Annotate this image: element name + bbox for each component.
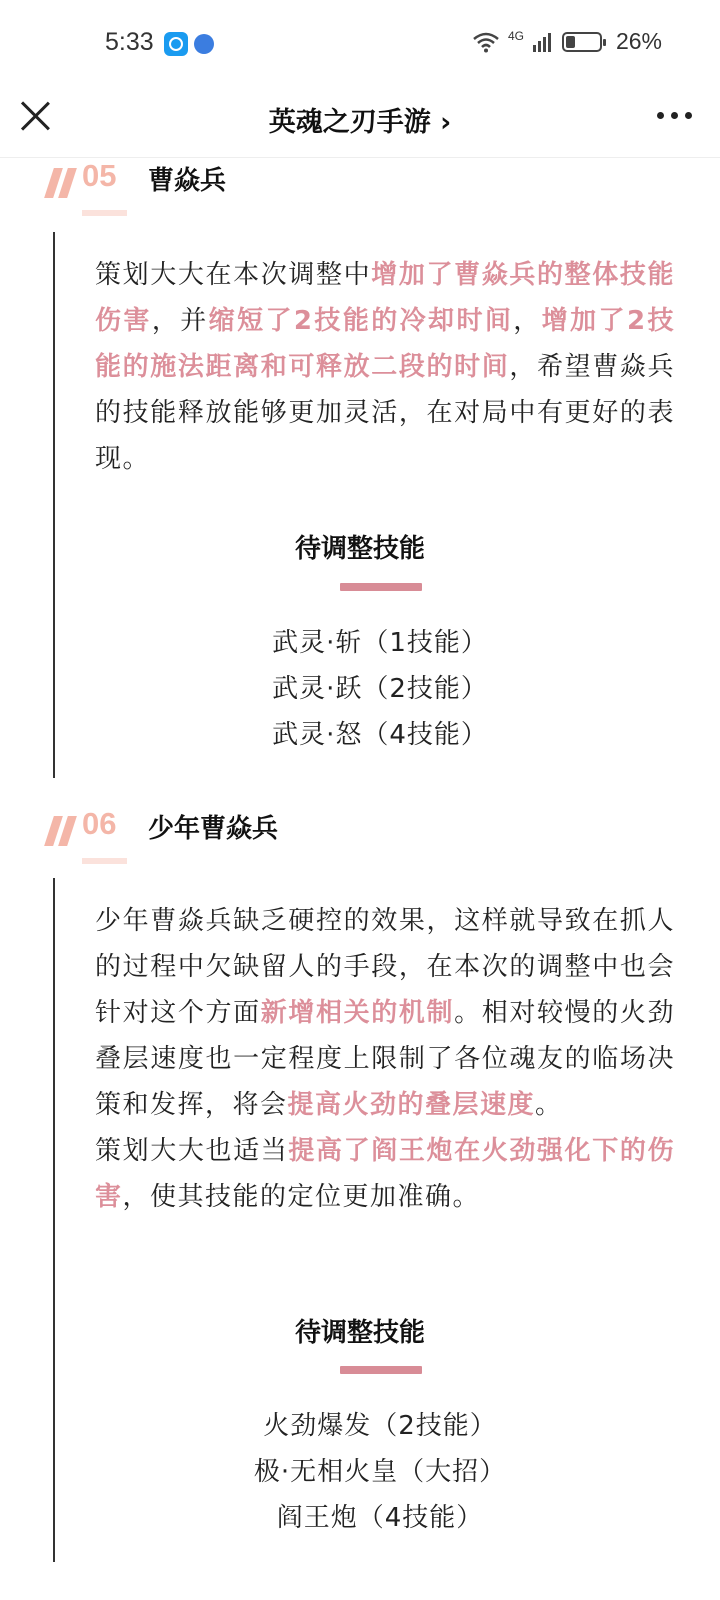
more-options-icon[interactable] (657, 112, 692, 119)
wifi-icon (472, 31, 500, 53)
body-text: 。相对较慢的火劲叠层速度也一定程度上限制了各位魂友的临场决策和发挥，将会 (95, 998, 675, 1120)
search-app-icon (164, 32, 188, 56)
body-text: 。 (535, 1090, 563, 1120)
skill-item: 极·无相火皇（大招） (253, 1457, 507, 1487)
status-indicators (472, 28, 662, 55)
skill-item: 武灵·怒（4技能） (272, 720, 488, 750)
skills-heading: 待调整技能 (294, 534, 425, 564)
nav-bar (0, 88, 720, 158)
body-text: ， (513, 306, 542, 336)
body-text: ，并 (151, 306, 209, 336)
body-text: 少年曹焱兵缺乏硬控的效果，这样就导致在抓人的过程中欠缺留人的手段，在本次的调整中也会针对这个方面 (95, 906, 675, 1028)
highlighted-text: 增加了2技能的施法距离和可释放二段的时间 (95, 306, 675, 382)
slash-decoration-icon (45, 816, 77, 846)
section-paragraph (95, 898, 675, 1220)
highlighted-text: 提高了阎王炮在火劲强化下的伤害 (95, 1136, 675, 1212)
network-type: 4G (507, 28, 524, 43)
highlighted-text: 提高火劲的叠层速度 (287, 1090, 536, 1120)
section-paragraph (95, 252, 675, 482)
highlighted-text: 缩短了2技能的冷却时间 (208, 306, 514, 336)
status-bar (0, 0, 720, 88)
battery-icon (562, 32, 602, 52)
body-text: ，使其技能的定位更加准确。 (122, 1182, 481, 1212)
battery-level: 26% (615, 28, 662, 54)
skill-item: 火劲爆发（2技能） (263, 1411, 497, 1441)
signal-icon (532, 31, 554, 53)
number-underline (82, 210, 127, 216)
number-underline (82, 858, 127, 864)
account-title-link[interactable]: 英魂之刃手游 › (268, 107, 452, 138)
skills-heading: 待调整技能 (294, 1318, 425, 1348)
section-number: 06 (82, 806, 117, 841)
body-text: 策划大大也适当 (95, 1136, 289, 1166)
section-header-06 (40, 806, 680, 870)
highlighted-text: 新增相关的机制 (260, 998, 455, 1028)
skill-item: 武灵·斩（1技能） (272, 628, 488, 658)
status-time: 5:33 (105, 28, 154, 56)
skill-item: 武灵·跃（2技能） (272, 674, 488, 704)
section-title: 曹焱兵 (148, 166, 227, 196)
skill-item: 阎王炮（4技能） (276, 1503, 484, 1533)
section-title: 少年曹焱兵 (148, 814, 279, 844)
slash-decoration-icon (45, 168, 77, 198)
notification-app-icon (194, 34, 214, 54)
skills-heading-underline (340, 1366, 422, 1374)
skills-heading-underline (340, 583, 422, 591)
highlighted-text: 增加了曹焱兵的整体技能伤害 (95, 260, 675, 336)
body-text: 策划大大在本次调整中 (95, 260, 372, 290)
section-header-05 (40, 158, 680, 222)
body-text: ，希望曹焱兵的技能释放能够更加灵活，在对局中有更好的表现。 (95, 352, 675, 474)
section-number: 05 (82, 158, 117, 193)
